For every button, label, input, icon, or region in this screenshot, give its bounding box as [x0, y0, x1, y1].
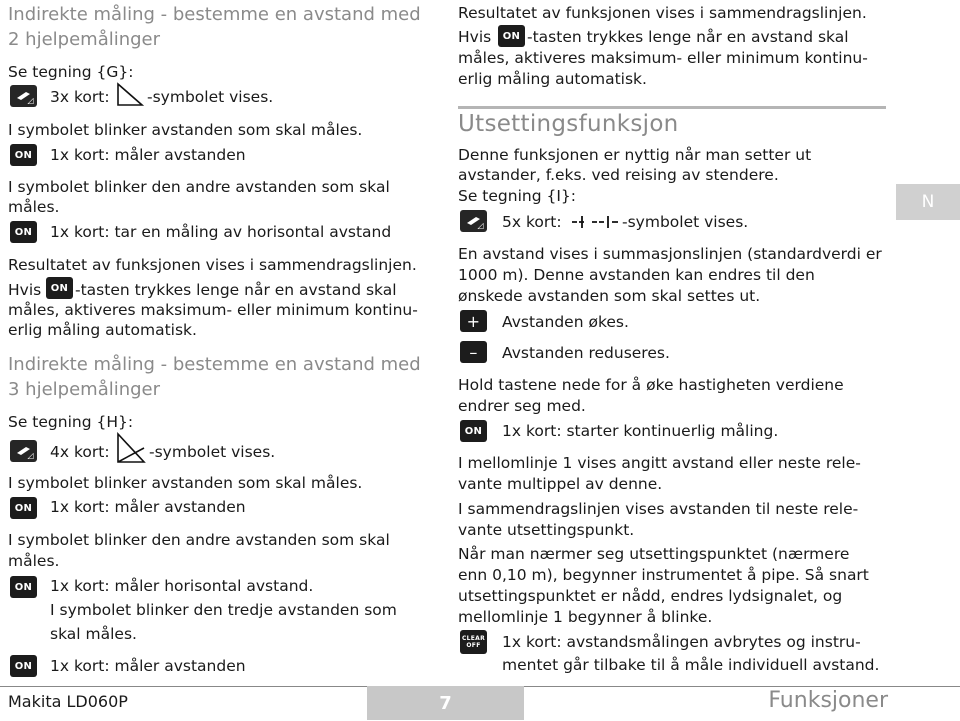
on-button[interactable]: ON	[460, 420, 487, 442]
plus-button[interactable]: +	[460, 310, 487, 332]
intro-text-line2: avstander, f.eks. ved reising av stendere.	[458, 166, 779, 184]
hvis-rest: -tasten trykkes lenge når en avstand skal	[527, 28, 849, 46]
blink-text-5-line2: skal måles.	[50, 625, 137, 643]
on-button[interactable]: ON	[10, 497, 37, 519]
on-button[interactable]: ON	[46, 277, 73, 299]
hvis-label: Hvis	[8, 281, 42, 299]
on-button[interactable]: ON	[10, 144, 37, 166]
result-text: Resultatet av funksjonen vises i sammendragslinjen.	[458, 4, 867, 22]
section-title: Utsettingsfunksjon	[458, 111, 679, 137]
blink-text-5: I symbolet blinker den tredje avstanden som	[50, 601, 397, 619]
blink-text-2: I symbolet blinker den andre avstanden som skal	[8, 178, 390, 196]
blink-text-2-line2: måles.	[8, 198, 60, 216]
on-text-5: 1x kort: måler avstanden	[50, 657, 246, 675]
see-drawing-g: Se tegning {G}:	[8, 63, 134, 81]
minus-text: Avstanden reduseres.	[502, 344, 670, 362]
hvis-rest: -tasten trykkes lenge når en avstand skal	[75, 281, 397, 299]
on-button[interactable]: ON	[498, 25, 525, 47]
measure-mode-button[interactable]	[10, 440, 37, 462]
step-i-kort: 5x kort:	[502, 213, 562, 231]
step-i-symbol: -symbolet vises.	[622, 213, 749, 231]
clear-text-line2: mentet går tilbake til å måle individuell avstand.	[502, 656, 880, 674]
hold-text-line2: endrer seg med.	[458, 397, 586, 415]
on-button[interactable]: ON	[10, 655, 37, 677]
on-text-1: 1x kort: måler avstanden	[50, 146, 246, 164]
footer-rule-left	[0, 686, 367, 687]
angle-icon: ◿	[27, 96, 34, 105]
step-g-kort: 3x kort:	[50, 88, 110, 106]
on-button[interactable]: ON	[10, 576, 37, 598]
hvis-line3: erlig måling automatisk.	[458, 70, 647, 88]
page-number: 7	[367, 686, 524, 720]
hvis-line3: erlig måling automatisk.	[8, 321, 197, 339]
heading-indirect-3-line2: 3 hjelpemålinger	[8, 379, 161, 400]
approach-text-line2: enn 0,10 m), begynner instrumentet å pipe. Så snart	[458, 566, 869, 584]
summary-text-line2: 1000 m). Denne avstanden kan endres til den	[458, 266, 815, 284]
step-h-kort: 4x kort:	[50, 443, 110, 461]
clear-off-button[interactable]	[460, 630, 487, 654]
clear-label: CLEAR	[461, 635, 486, 642]
blink-text-4: I symbolet blinker den andre avstanden som skal	[8, 531, 390, 549]
hvis-label: Hvis	[458, 28, 492, 46]
hold-text: Hold tastene nede for å øke hastigheten verdiene	[458, 376, 844, 394]
intro-text: Denne funksjonen er nyttig når man setter ut	[458, 146, 812, 164]
blink-text-1: I symbolet blinker avstanden som skal måles.	[8, 121, 363, 139]
triangle-2-symbol-icon	[115, 82, 145, 108]
step-h-symbol: -symbolet vises.	[149, 443, 276, 461]
page-footer	[0, 686, 960, 721]
measure-mode-button[interactable]	[10, 85, 37, 107]
sammendrag-text-line2: vante utsettingspunkt.	[458, 521, 635, 539]
on-text: 1x kort: starter kontinuerlig måling.	[502, 422, 779, 440]
angle-icon: ◿	[477, 221, 484, 230]
blink-text-4-line2: måles.	[8, 552, 60, 570]
result-text: Resultatet av funksjonen vises i sammendragslinjen.	[8, 256, 417, 274]
angle-icon: ◿	[27, 451, 34, 460]
hvis-line2: måles, aktiveres maksimum- eller minimum kontinu-	[8, 301, 418, 319]
triangle-3-symbol-icon	[115, 432, 147, 466]
footer-model: Makita LD060P	[8, 692, 128, 711]
step-g-symbol: -symbolet vises.	[147, 88, 274, 106]
mellomlinje-text: I mellomlinje 1 vises angitt avstand eller neste rele-	[458, 454, 861, 472]
heading-indirect-2-line2: 2 hjelpemålinger	[8, 29, 161, 50]
on-text-3: 1x kort: måler avstanden	[50, 498, 246, 516]
summary-text: En avstand vises i summasjonslinjen (standardverdi er	[458, 245, 882, 263]
minus-button[interactable]: –	[460, 341, 487, 363]
on-text-2: 1x kort: tar en måling av horisontal avstand	[50, 223, 392, 241]
blink-text-3: I symbolet blinker avstanden som skal måles.	[8, 474, 363, 492]
measure-mode-button[interactable]	[460, 210, 487, 232]
footer-section: Funksjoner	[768, 688, 888, 713]
summary-text-line3: ønskede avstanden som skal settes ut.	[458, 287, 761, 305]
hvis-line2: måles, aktiveres maksimum- eller minimum kontinu-	[458, 49, 868, 67]
approach-text-line4: mellomlinje 1 begynner å blinke.	[458, 608, 713, 626]
footer-rule-right	[524, 686, 960, 687]
see-drawing-h: Se tegning {H}:	[8, 413, 134, 431]
clear-text: 1x kort: avstandsmålingen avbrytes og instru-	[502, 633, 861, 651]
plus-text: Avstanden økes.	[502, 313, 629, 331]
approach-text: Når man nærmer seg utsettingspunktet (nærmere	[458, 545, 850, 563]
stakeout-symbol-icon	[570, 212, 620, 232]
heading-indirect-2: Indirekte måling - bestemme en avstand med	[8, 4, 421, 25]
on-button[interactable]: ON	[10, 221, 37, 243]
see-drawing-i: Se tegning {I}:	[458, 187, 576, 205]
heading-indirect-3: Indirekte måling - bestemme en avstand med	[8, 354, 421, 375]
approach-text-line3: utsettingspunktet er nådd, endres lydsignalet, og	[458, 587, 843, 605]
mellomlinje-text-line2: vante multippel av denne.	[458, 475, 663, 493]
language-tab: N	[896, 184, 960, 220]
off-label: OFF	[466, 642, 481, 649]
on-text-4: 1x kort: måler horisontal avstand.	[50, 577, 314, 595]
sammendrag-text: I sammendragslinjen vises avstanden til neste rele-	[458, 500, 859, 518]
